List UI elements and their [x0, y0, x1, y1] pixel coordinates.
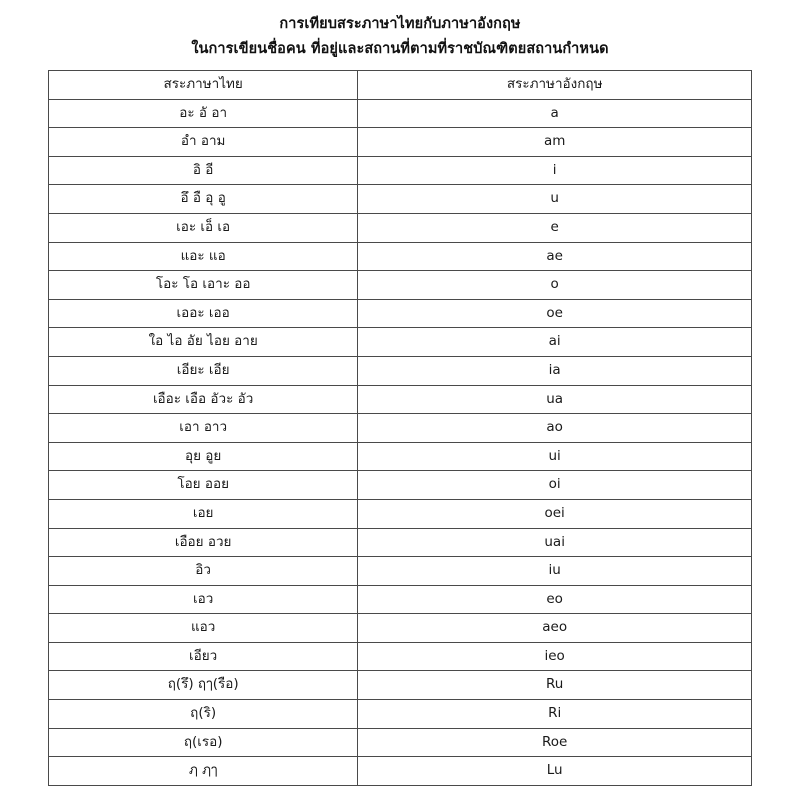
table-row [49, 242, 752, 271]
cell-thai-vowel: เอือย อวย [49, 528, 358, 557]
cell-thai-vowel: แอว [49, 614, 358, 643]
table-row [49, 442, 752, 471]
cell-thai-vowel: อำ อาม [49, 128, 358, 157]
table-row [49, 614, 752, 643]
table-row [49, 271, 752, 300]
cell-thai-vowel: โอะ โอ เอาะ ออ [49, 271, 358, 300]
cell-english-vowel: iu [358, 557, 752, 586]
cell-thai-vowel: ฤ(ริ) [49, 700, 358, 729]
table-row [49, 385, 752, 414]
cell-english-vowel: oi [358, 471, 752, 500]
cell-english-vowel: ao [358, 414, 752, 443]
cell-english-vowel: ae [358, 242, 752, 271]
cell-thai-vowel: อุย อูย [49, 442, 358, 471]
cell-english-vowel: i [358, 156, 752, 185]
cell-thai-vowel: แอะ แอ [49, 242, 358, 271]
cell-english-vowel: ua [358, 385, 752, 414]
cell-thai-vowel: เอะ เอ็ เอ [49, 213, 358, 242]
table-row [49, 356, 752, 385]
cell-english-vowel: e [358, 213, 752, 242]
document-title [48, 12, 752, 62]
cell-thai-vowel: อะ อั อา [49, 99, 358, 128]
cell-thai-vowel: โอย ออย [49, 471, 358, 500]
cell-thai-vowel: ใอ ไอ อัย ไอย อาย [49, 328, 358, 357]
cell-thai-vowel: ฦ ฦๅ [49, 757, 358, 786]
table-row [49, 557, 752, 586]
table-row [49, 700, 752, 729]
table-row [49, 642, 752, 671]
table-row [49, 671, 752, 700]
cell-thai-vowel: เอว [49, 585, 358, 614]
cell-english-vowel: Ru [358, 671, 752, 700]
title-line-2: ในการเขียนชื่อคน ที่อยู่และสถานที่ตามที่ราชบัณฑิตยสถานกำหนด [191, 41, 609, 57]
cell-thai-vowel: อึ อื อุ อู [49, 185, 358, 214]
cell-thai-vowel: ฤ(รึ) ฤๅ(รือ) [49, 671, 358, 700]
cell-thai-vowel: เอือะ เอือ อัวะ อัว [49, 385, 358, 414]
cell-english-vowel: ui [358, 442, 752, 471]
cell-thai-vowel: อิว [49, 557, 358, 586]
table-row [49, 185, 752, 214]
cell-thai-vowel: ฤ(เรอ) [49, 728, 358, 757]
table-row [49, 328, 752, 357]
table-row [49, 471, 752, 500]
column-header-english: สระภาษาอังกฤษ [358, 71, 752, 100]
cell-english-vowel: aeo [358, 614, 752, 643]
cell-thai-vowel: เอา อาว [49, 414, 358, 443]
cell-english-vowel: Roe [358, 728, 752, 757]
table-row [49, 757, 752, 786]
cell-thai-vowel: เอียะ เอีย [49, 356, 358, 385]
table-row [49, 728, 752, 757]
table-row [49, 585, 752, 614]
table-row [49, 414, 752, 443]
cell-thai-vowel: เอย [49, 499, 358, 528]
cell-english-vowel: ai [358, 328, 752, 357]
column-header-thai: สระภาษาไทย [49, 71, 358, 100]
cell-thai-vowel: เออะ เออ [49, 299, 358, 328]
cell-thai-vowel: เอียว [49, 642, 358, 671]
cell-thai-vowel: อิ อี [49, 156, 358, 185]
table-row [49, 499, 752, 528]
cell-english-vowel: ia [358, 356, 752, 385]
table-row [49, 156, 752, 185]
table-row [49, 528, 752, 557]
table-row [49, 299, 752, 328]
cell-english-vowel: am [358, 128, 752, 157]
cell-english-vowel: u [358, 185, 752, 214]
cell-english-vowel: oe [358, 299, 752, 328]
title-line-1: การเทียบสระภาษาไทยกับภาษาอังกฤษ [279, 16, 521, 32]
cell-english-vowel: eo [358, 585, 752, 614]
table-header-row [49, 71, 752, 100]
thai-english-vowel-table [48, 70, 752, 786]
cell-english-vowel: oei [358, 499, 752, 528]
cell-english-vowel: uai [358, 528, 752, 557]
cell-english-vowel: Ri [358, 700, 752, 729]
table-body [49, 99, 752, 785]
cell-english-vowel: o [358, 271, 752, 300]
cell-english-vowel: Lu [358, 757, 752, 786]
cell-english-vowel: a [358, 99, 752, 128]
table-row [49, 128, 752, 157]
table-row [49, 99, 752, 128]
table-row [49, 213, 752, 242]
cell-english-vowel: ieo [358, 642, 752, 671]
